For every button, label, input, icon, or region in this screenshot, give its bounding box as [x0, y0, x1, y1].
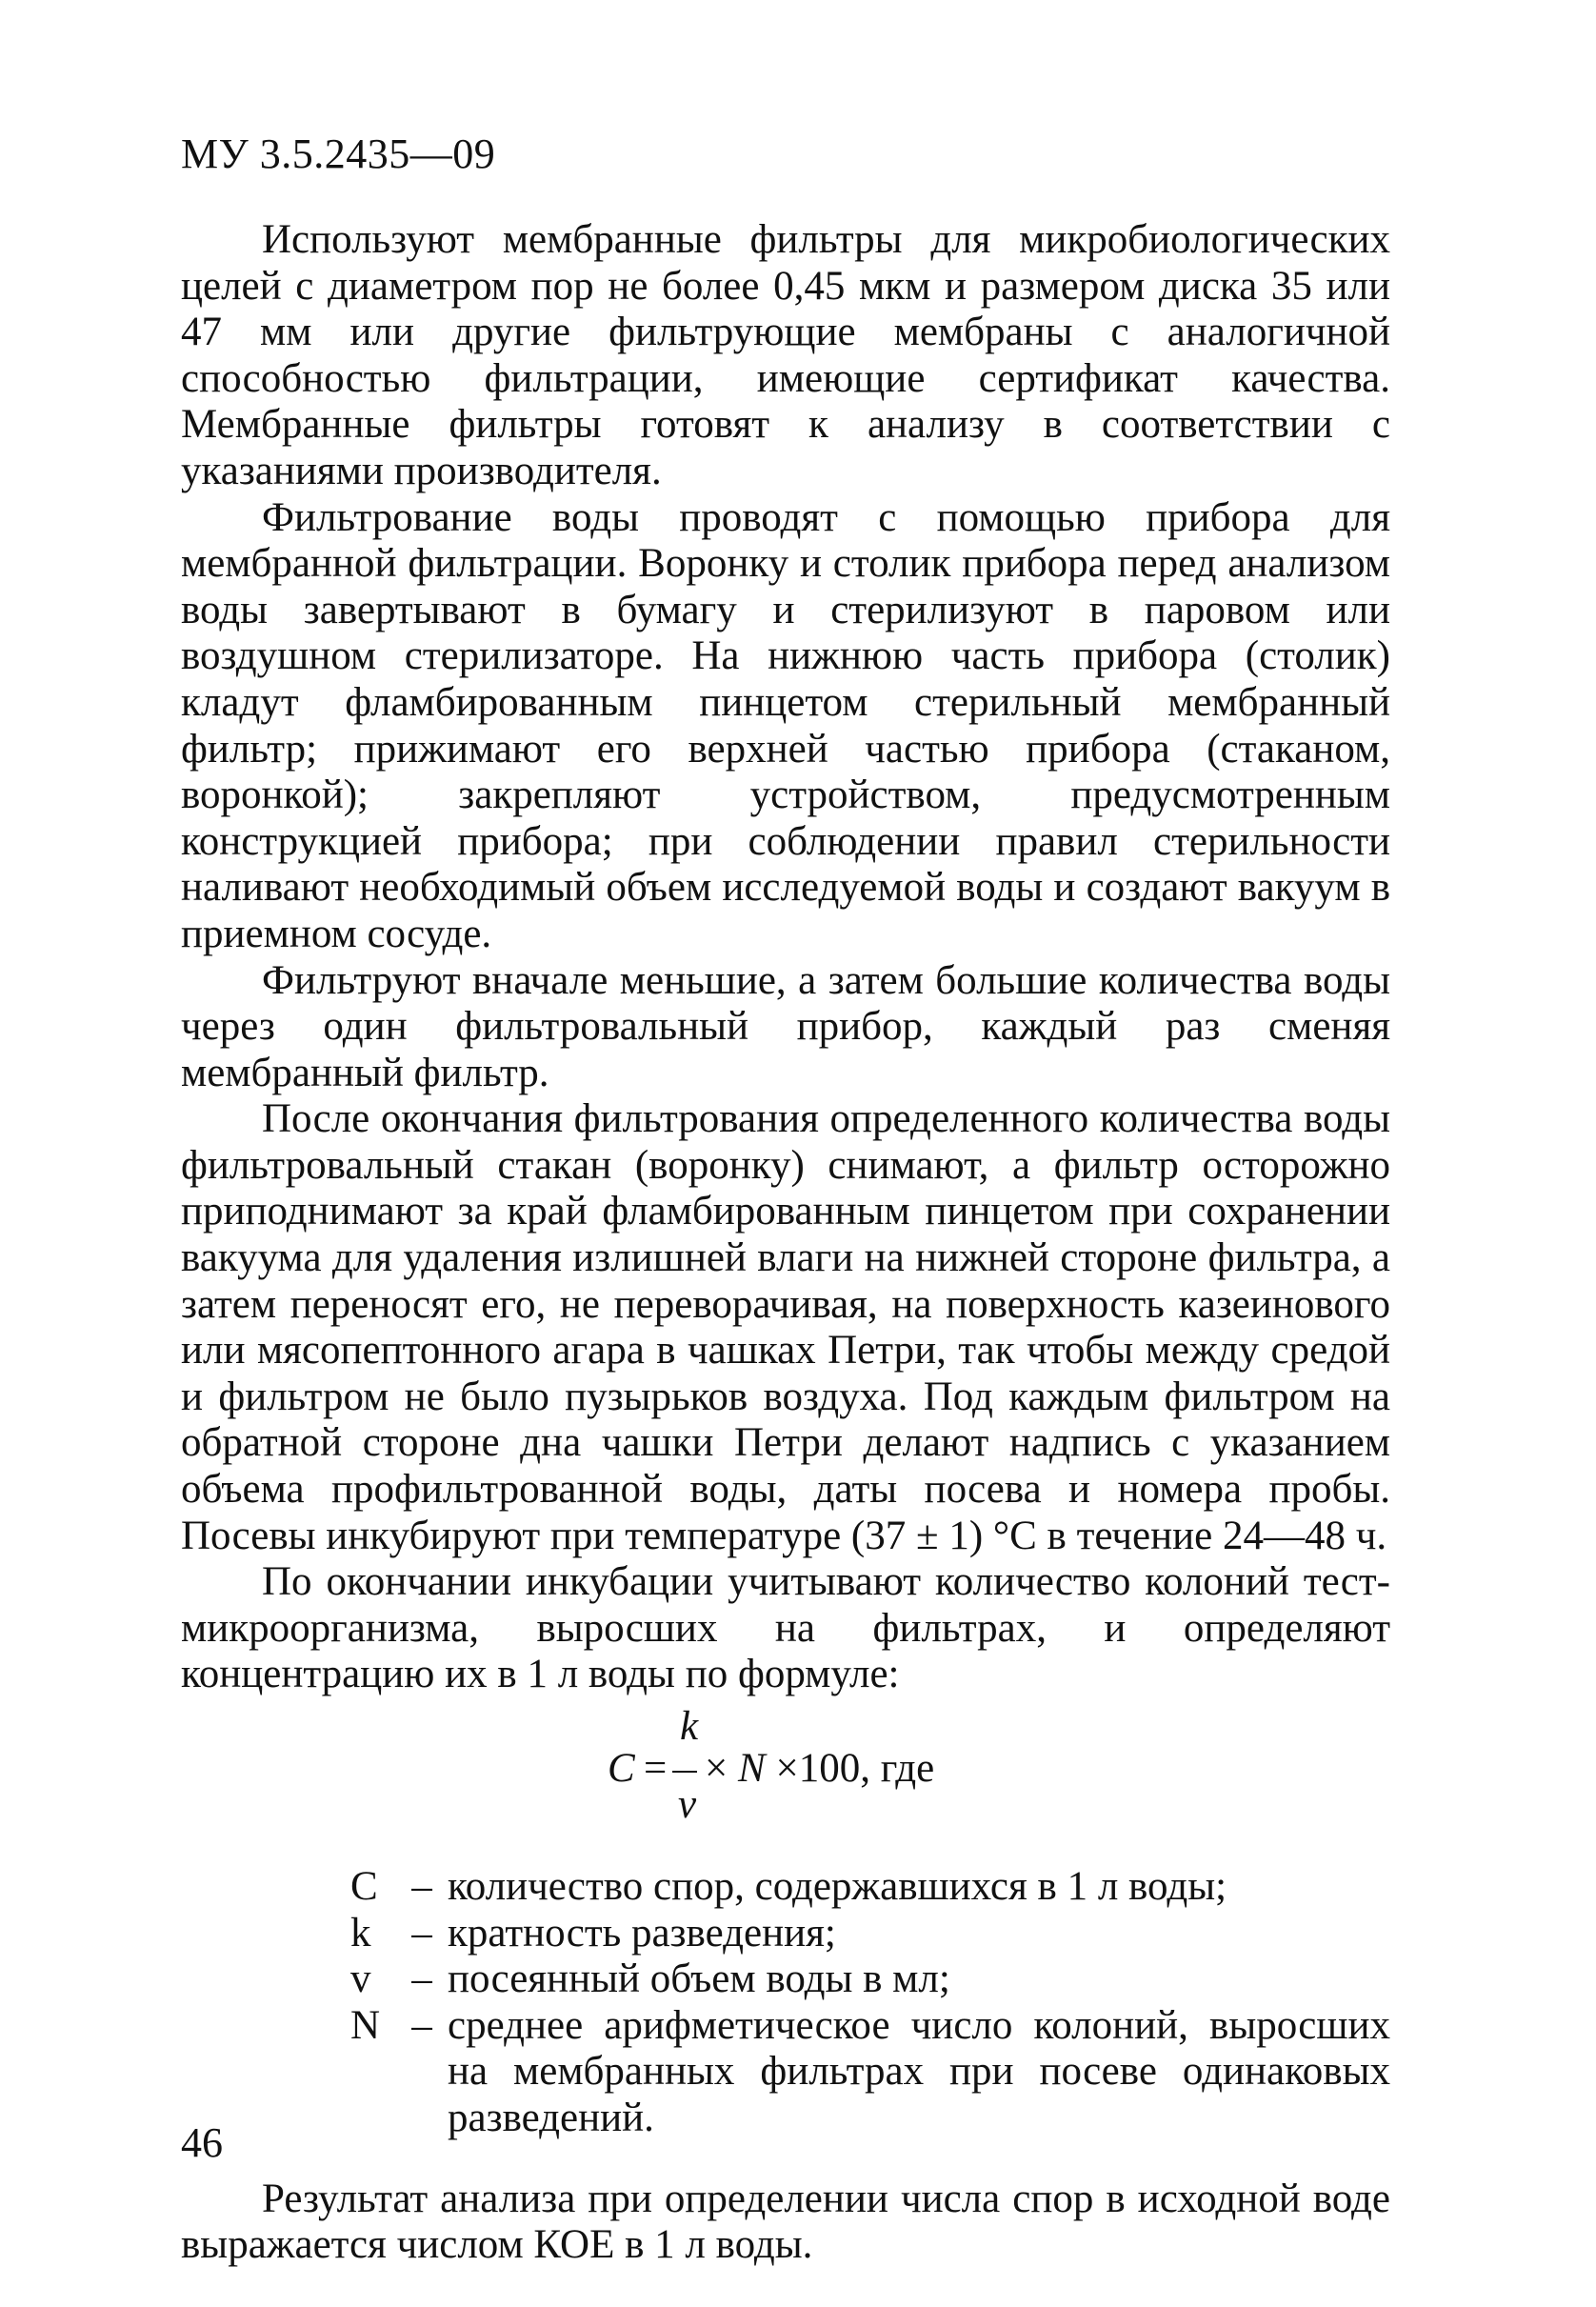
- definition-symbol: C: [350, 1864, 378, 1909]
- page-number: 46: [181, 2119, 223, 2166]
- definition-row: [350, 1956, 1390, 2003]
- definition-text: среднее арифметическое число колоний, выросших на мембранных фильтрах при посеве одинаковых разведений.: [448, 2002, 1390, 2140]
- definition-dash: –: [411, 1956, 432, 2002]
- formula-denominator: v: [678, 1782, 697, 1827]
- paragraph-incubation-count: По окончании инкубации учитывают количество колоний тест-микроорганизма, выросших на фильтрах, и определяют концентрацию их в 1 л воды по формуле:: [181, 1559, 1390, 1697]
- formula-numerator: k: [680, 1704, 699, 1749]
- paragraph-filtration-procedure: Фильтрование воды проводят с помощью прибора для мембранной фильтрации. Воронку и столик прибора перед анализом воды завертывают в бумагу и стерилизуют в паровом или воздушном стерилизаторе. На нижнюю часть прибора (столик) кладут фламбированным пинцетом стерильный мембранный фильтр; прижимают его верхней частью прибора (стаканом, воронкой); закрепляют устройством, предусмотренным конструкцией прибора; при соблюдении правил стерильности наливают необходимый объем исследуемой воды и создают вакуум в приемном сосуде.: [181, 494, 1390, 956]
- definition-symbol: k: [350, 1910, 371, 1956]
- formula-rest: [705, 1746, 934, 1793]
- definition-dash: –: [411, 2002, 432, 2048]
- paragraph-membrane-filters: Используют мембранные фильтры для микробиологических целей с диаметром пор не более 0,45 мкм и размером диска 35 или 47 мм или другие фильтрующие мембраны с аналогичной способностью фильтрации, имеющие сертификат качества. Мембранные фильтры готовят к анализу в соответствии с указаниями производителя.: [181, 217, 1390, 493]
- fraction-bar: [672, 1771, 697, 1773]
- body-text: [181, 217, 1390, 2269]
- formula-times: ×: [705, 1746, 728, 1791]
- document-code-header: МУ 3.5.2435—09: [181, 130, 496, 177]
- definition-dash: –: [411, 1864, 432, 1909]
- paragraph-filter-order: Фильтруют вначале меньшие, а затем большие количества воды через один фильтровальный прибор, каждый раз сменяя мембранный фильтр.: [181, 957, 1390, 1095]
- definition-symbol: v: [350, 1956, 371, 2002]
- definition-row: [350, 1911, 1390, 1957]
- definition-row: [350, 1864, 1390, 1911]
- paragraph-after-filtration: После окончания фильтрования определенного количества воды фильтровальный стакан (воронку) снимают, а фильтр осторожно приподнимают за край фламбированным пинцетом при сохранении вакуума для удаления излишней влаги на нижней стороне фильтра, а затем переносят его, не переворачивая, на поверхность казеинового или мясопептонного агара в чашках Петри, так чтобы между средой и фильтром не было пузырьков воздуха. Под каждым фильтром на обратной стороне дна чашки Петри делают надпись с указанием объема профильтрованной воды, даты посева и номера пробы. Посевы инкубируют при температуре (37 ± 1) °С в течение 24—48 ч.: [181, 1096, 1390, 1558]
- concentration-formula: [181, 1698, 1390, 1851]
- formula-definitions: [350, 1864, 1390, 2142]
- definition-symbol: N: [350, 2002, 381, 2048]
- formula-equals: =: [644, 1746, 668, 1791]
- definition-text: кратность разведения;: [448, 1910, 836, 1956]
- definition-row: [350, 2003, 1390, 2142]
- definition-text: посеянный объем воды в мл;: [448, 1956, 950, 2002]
- paragraph-result: Результат анализа при определении числа спор в исходной воде выражается числом КОЕ в 1 л воды.: [181, 2176, 1390, 2268]
- formula-var-n: N: [738, 1746, 766, 1791]
- definition-dash: –: [411, 1910, 432, 1956]
- formula-lhs: C: [608, 1746, 635, 1791]
- formula-const: ×100, где: [775, 1746, 935, 1791]
- definition-text: количество спор, содержавшихся в 1 л воды;: [448, 1864, 1227, 1909]
